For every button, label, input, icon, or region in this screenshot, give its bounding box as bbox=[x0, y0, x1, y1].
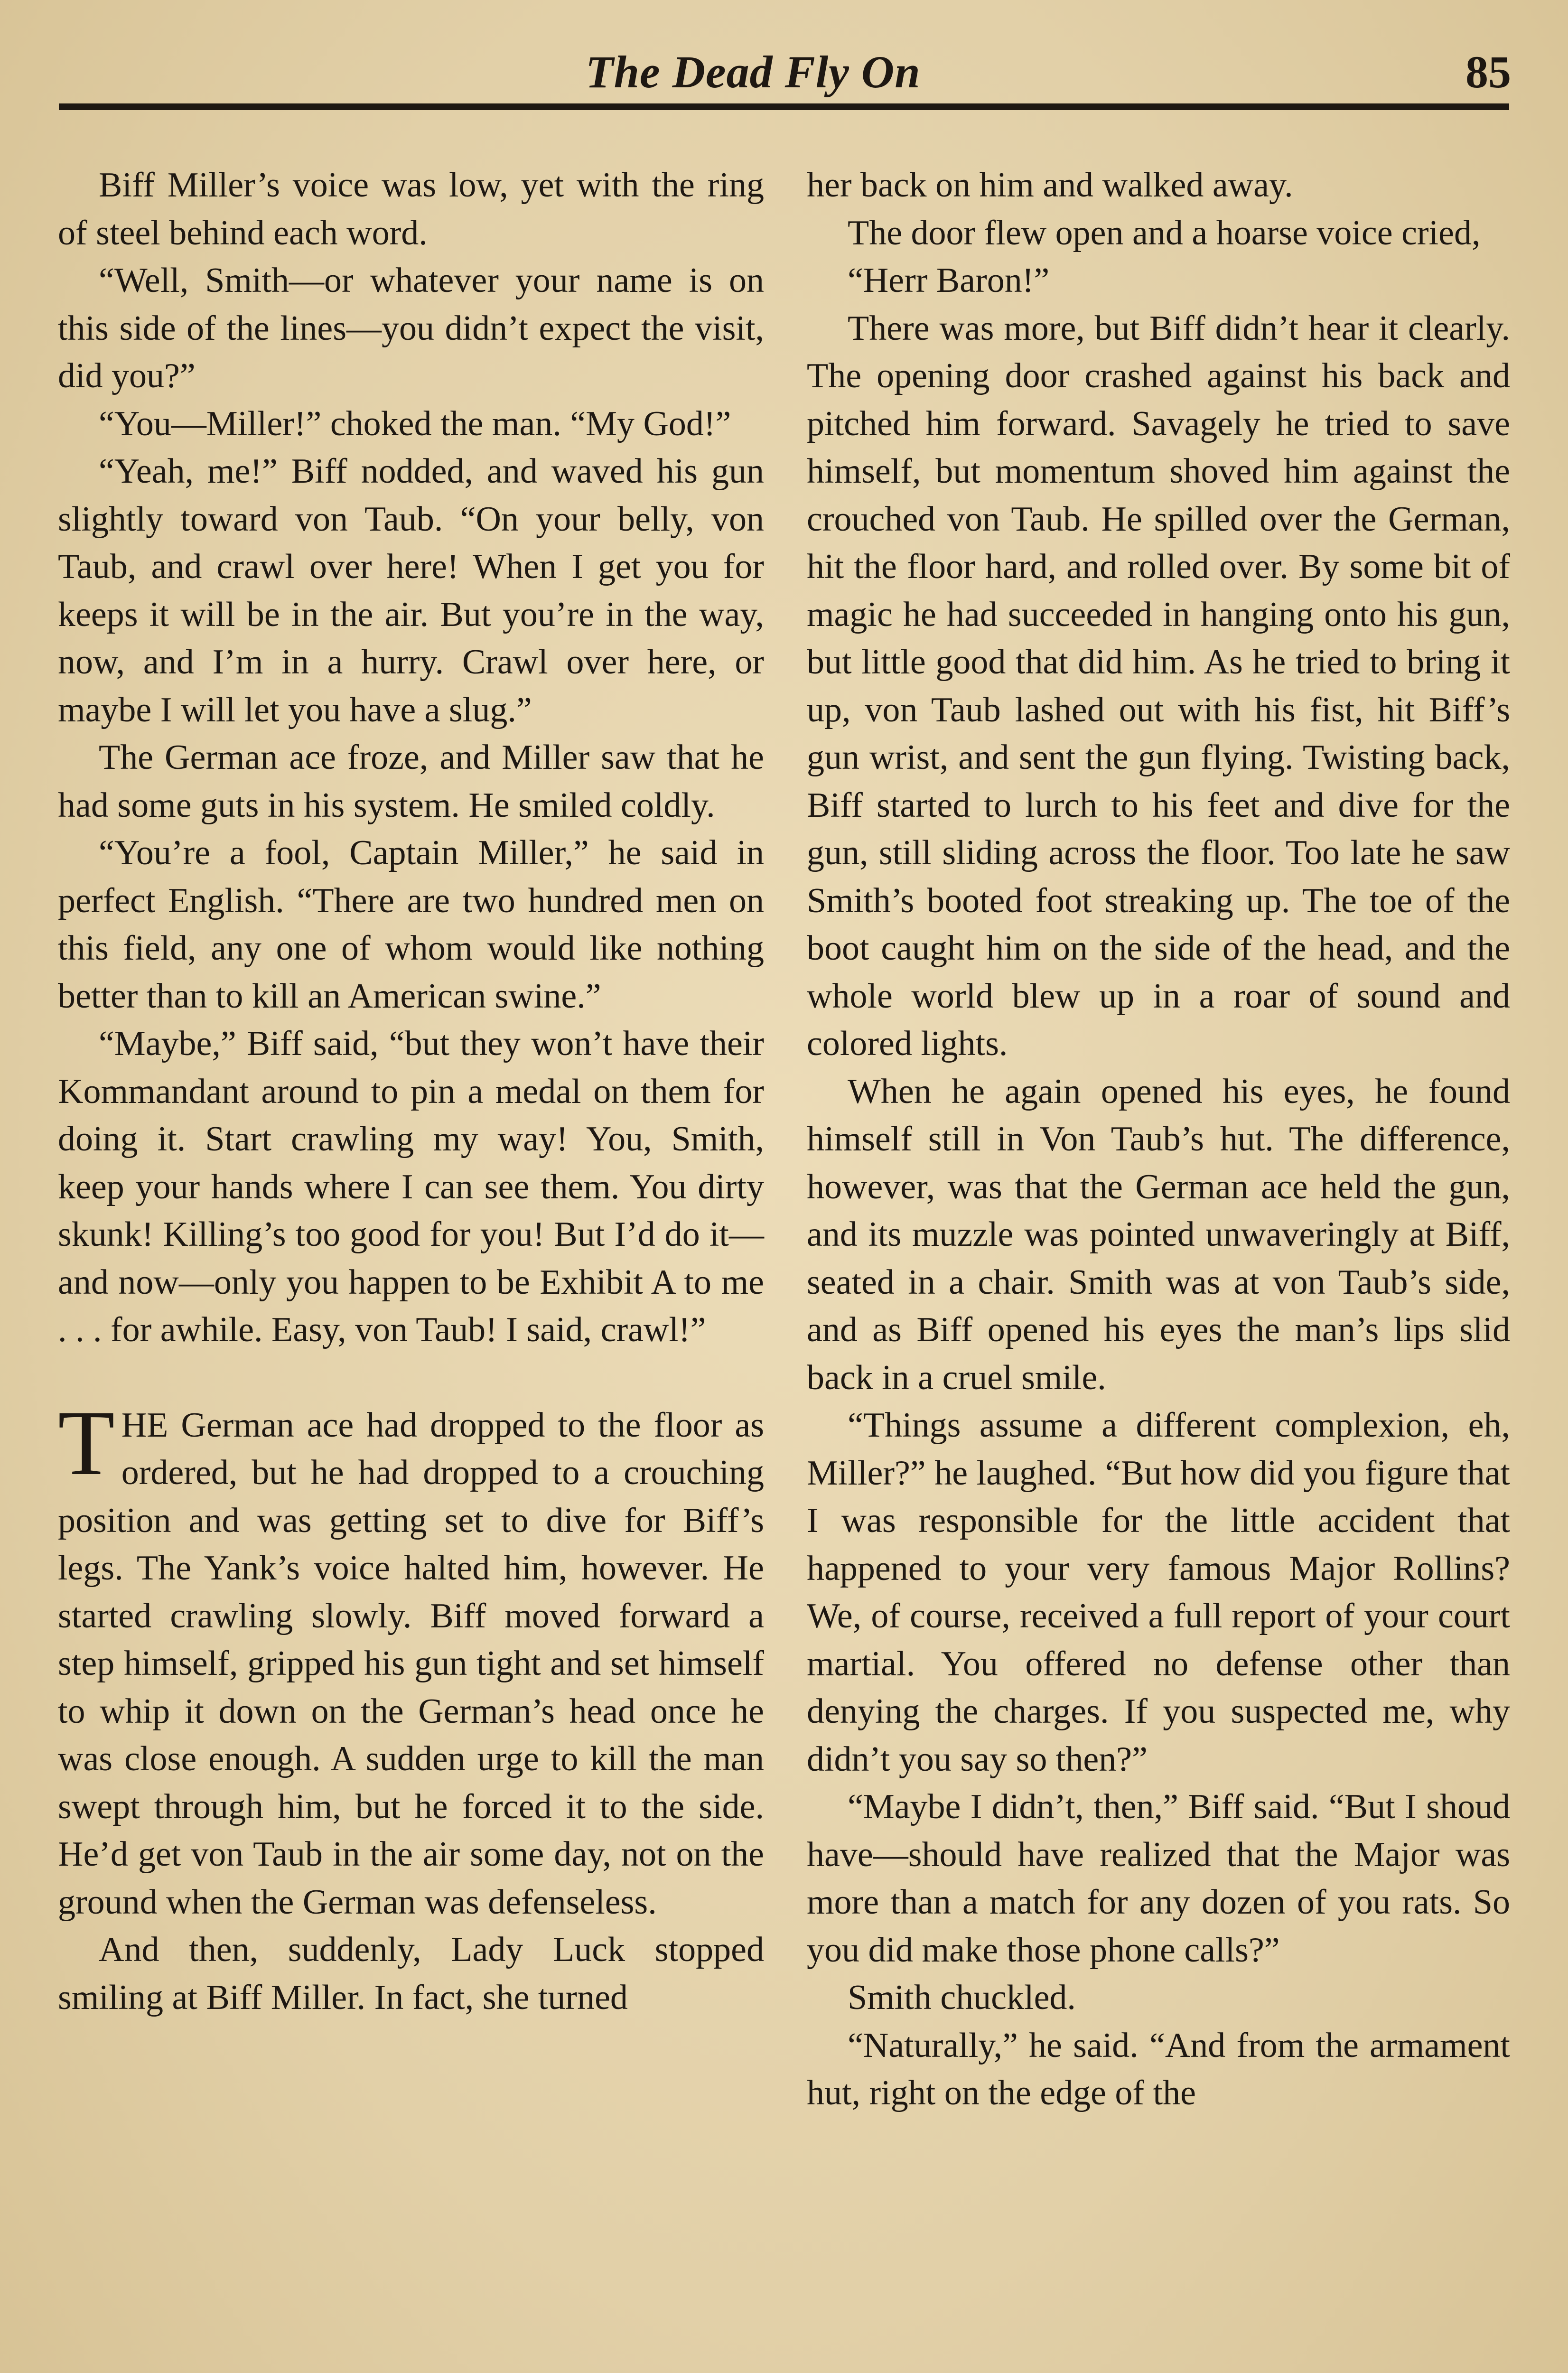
running-header-title: The Dead Fly On bbox=[586, 47, 921, 97]
paragraph: “Maybe,” Biff said, “but they won’t have their Kommandant around to pin a medal on them for doing it. Start crawling my way! You, Smith, keep your hands where I can see them. You dirty skunk! Killing’s too good for you! But I’d do it—and now—only you happen to be Exhibit A to me . . . for awhile. Easy, von Taub! I said, crawl!” bbox=[58, 1024, 764, 1349]
drop-cap: T bbox=[58, 1391, 115, 1495]
paragraph: The German ace froze, and Miller saw that he had some guts in his system. He smiled coldly. bbox=[58, 738, 764, 825]
paragraph: “Naturally,” he said. “And from the armament hut, right on the edge of the bbox=[807, 2026, 1510, 2112]
paragraph: And then, suddenly, Lady Luck stopped smiling at Biff Miller. In fact, she turned bbox=[58, 1930, 764, 2017]
paragraph: “Herr Baron!” bbox=[848, 261, 1050, 300]
paragraph: “Maybe I didn’t, then,” Biff said. “But I shoud have—should have realized that the Major was more than a match for any dozen of you rats. So you did make those phone calls?” bbox=[807, 1787, 1510, 1970]
paragraph: The door flew open and a hoarse voice cried, bbox=[848, 213, 1481, 252]
header-rule bbox=[59, 103, 1509, 110]
paragraph: Biff Miller’s voice was low, yet with the ring of steel behind each word. bbox=[58, 166, 764, 252]
paragraph: There was more, but Biff didn’t hear it clearly. The opening door crashed against his back and pitched him forward. Savagely he tried to save himself, but momentum shoved him against the crouched von Taub. He spilled over the German, hit the floor hard, and rolled over. By some bit of magic he had succeeded in hanging onto his gun, but little good that did him. As he tried to bring it up, von Taub lashed out with his fist, hit Biff’s gun wrist, and sent the gun flying. Twisting back, Biff started to lurch to his feet and dive for the gun, still sliding across the floor. Too late he saw Smith’s booted foot streaking up. The toe of the boot caught him on the side of the head, and the whole world blew up in a roar of sound and colored lights. bbox=[807, 308, 1510, 1063]
paragraph: Smith chuckled. bbox=[848, 1978, 1076, 2017]
page-number: 85 bbox=[1465, 47, 1511, 97]
right-column bbox=[807, 161, 1510, 2117]
paragraph: “You—Miller!” choked the man. “My God!” bbox=[99, 404, 731, 443]
paragraph: her back on him and walked away. bbox=[807, 166, 1293, 205]
left-column bbox=[58, 161, 764, 2021]
paragraph: “Things assume a different complexion, eh, Miller?” he laughed. “But how did you figure that I was responsible for the little accident that happened to your very famous Major Rollins? We, of course, received a full report of your court martial. You offered no defense other than denying the charges. If you suspected me, why didn’t you say so then?” bbox=[807, 1406, 1510, 1779]
paragraph: “You’re a fool, Captain Miller,” he said in perfect English. “There are two hundred men on this field, any one of whom would like nothing better than to kill an American swine.” bbox=[58, 833, 764, 1016]
paragraph-text: HE German ace had dropped to the floor as ordered, but he had dropped to a crouching position and was getting set to dive for Biff’s legs. The Yank’s voice halted him, however. He started crawling slowly. Biff moved forward a step himself, gripped his gun tight and set himself to whip it down on the German’s head once he was close enough. A sudden urge to kill the man swept through him, but he forced it to the side. He’d get von Taub in the air some day, not on the ground when the German was defenseless. bbox=[58, 1405, 764, 1922]
paragraph: When he again opened his eyes, he found himself still in Von Taub’s hut. The difference, however, was that the German ace held the gun, and its muzzle was pointed unwaveringly at Biff, seated in a chair. Smith was at von Taub’s side, and as Biff opened his eyes the man’s lips slid back in a cruel smile. bbox=[807, 1072, 1510, 1397]
paragraph: “Well, Smith—or whatever your name is on this side of the lines—you didn’t expect the visit, did you?” bbox=[58, 261, 764, 395]
section-paragraph bbox=[58, 1391, 764, 1926]
paragraph: “Yeah, me!” Biff nodded, and waved his gun slightly toward von Taub. “On your belly, von Taub, and crawl over here! When I get you for keeps it will be in the air. But you’re in the way, now, and I’m in a hurry. Crawl over here, or maybe I will let you have a slug.” bbox=[58, 452, 764, 729]
